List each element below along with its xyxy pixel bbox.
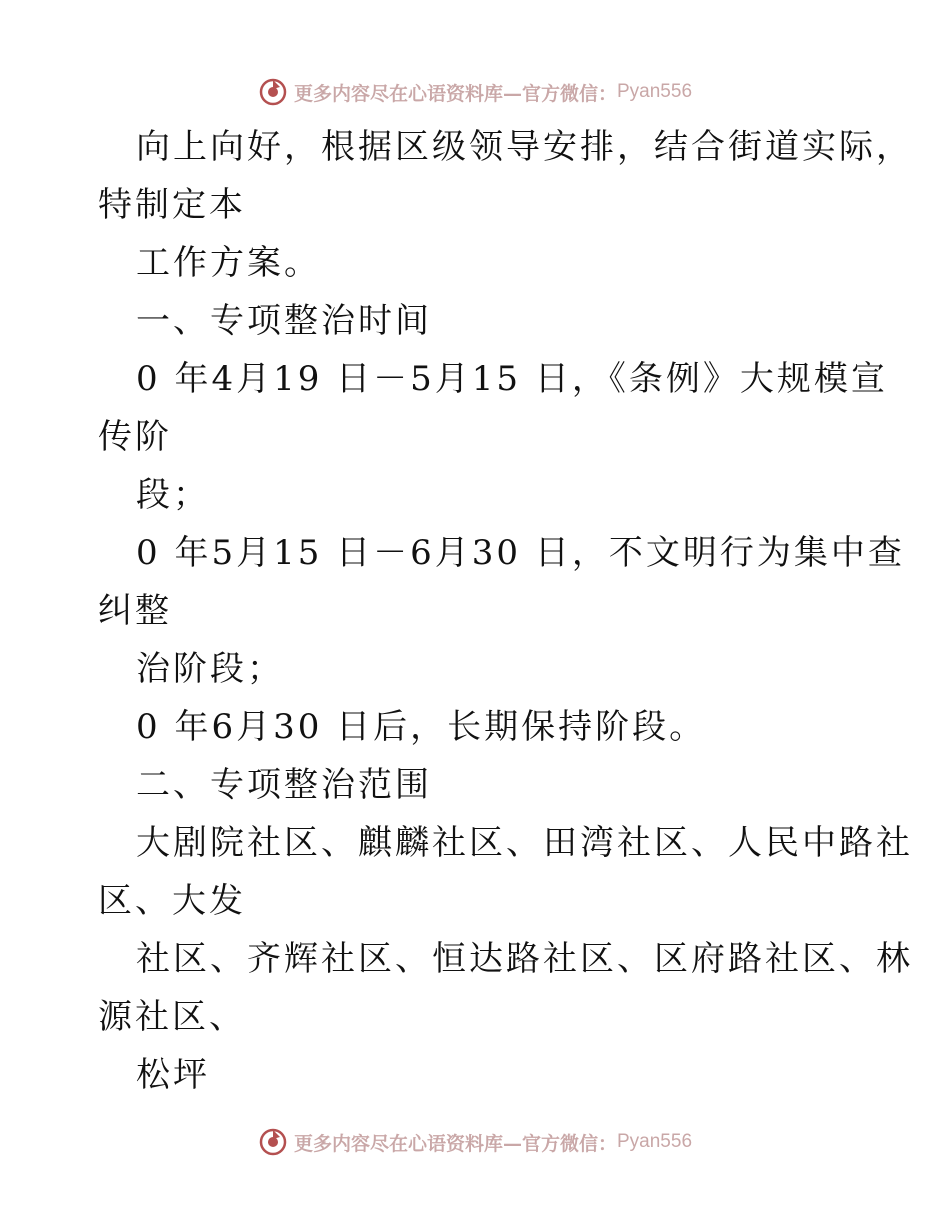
- watermark-text: 更多内容尽在心语资料库—官方微信：: [293, 82, 617, 105]
- watermark-logo-icon: [258, 77, 288, 107]
- text-line: 社区、齐辉社区、恒达路社区、区府路社区、林: [136, 939, 913, 979]
- text-line: 治阶段；: [136, 649, 284, 689]
- text-line: 传阶: [98, 417, 172, 457]
- watermark-logo-icon: [258, 1127, 288, 1157]
- watermark-id: Pyan556: [617, 1131, 693, 1152]
- text-line: 段；: [136, 475, 210, 515]
- text-line: 0 年4月19 日－5月15 日，《条例》大规模宣: [136, 359, 888, 399]
- text-line: 0 年5月15 日－6月30 日，不文明行为集中查: [136, 533, 905, 573]
- text-line: 源社区、: [98, 997, 246, 1037]
- text-line: 大剧院社区、麒麟社区、田湾社区、人民中路社: [136, 823, 913, 863]
- text-line: 工作方案。: [136, 243, 321, 283]
- watermark-id: Pyan556: [617, 81, 693, 102]
- watermark-text: 更多内容尽在心语资料库—官方微信：: [293, 1132, 617, 1155]
- text-line: 区、大发: [98, 881, 246, 921]
- text-line: 二、专项整治范围: [136, 765, 432, 805]
- text-line: 特制定本: [98, 185, 246, 225]
- header-watermark: [0, 72, 950, 112]
- footer-watermark: [0, 1122, 950, 1162]
- text-line: 向上向好，根据区级领导安排，结合街道实际，: [136, 127, 913, 167]
- text-line: 0 年6月30 日后，长期保持阶段。: [136, 707, 707, 747]
- text-line: 一、专项整治时间: [136, 301, 432, 341]
- text-line: 纠整: [98, 591, 172, 631]
- document-body: [98, 118, 913, 1104]
- text-line: 松坪: [136, 1055, 210, 1095]
